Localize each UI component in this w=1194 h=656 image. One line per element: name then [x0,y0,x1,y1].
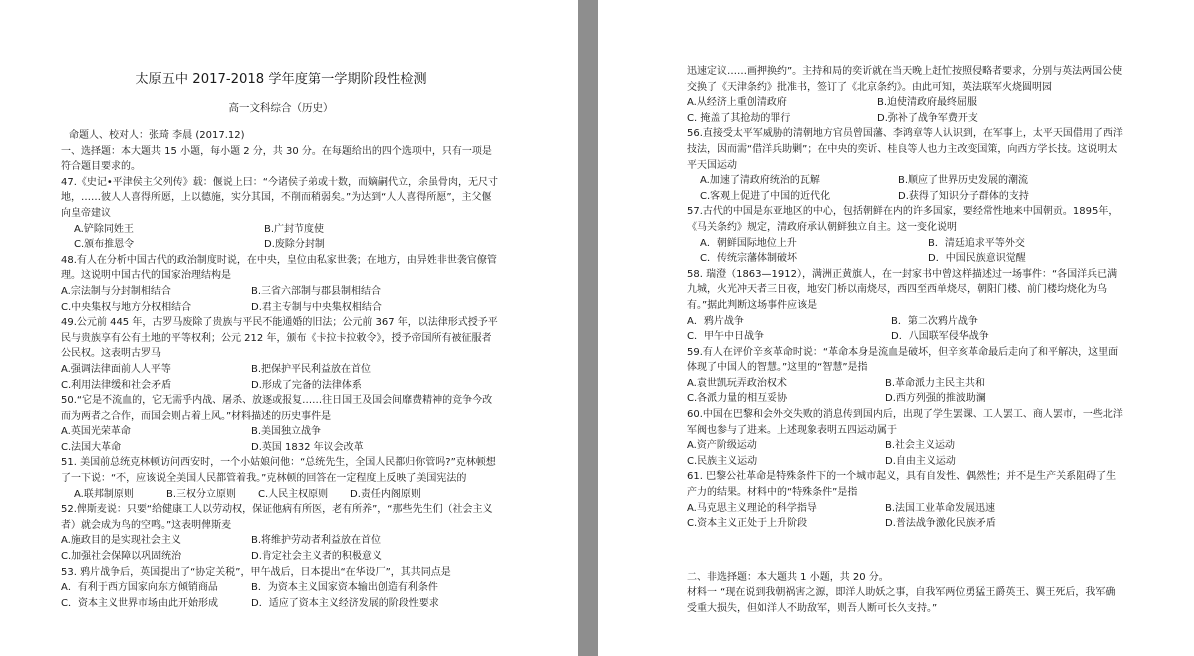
option: B.广封节度使 [264,223,325,235]
option: B.三权分立原则 [166,488,237,500]
question-stem: 48.有人在分析中国古代的政治制度时说，在中央，皇位由私家世袭；在地方，由异姓非世袭官僚管理。这说明中国古代的国家治理结构是 [61,254,497,282]
option: D.责任内阁原则 [350,488,421,500]
question-stem: 59.有人在评价辛亥革命时说：“革命本身是流血是破坏，但辛亥革命最后走向了和平解决，这里面体现了中国人的智慧。”这里的“智慧”是指 [687,346,1119,374]
question-options [61,222,501,253]
option: A.强调法律面前人人平等 [61,363,171,375]
option: C．资本主义世界市场由此开始形成 [61,597,218,609]
question-stem: 56.直接受太平军威胁的清朝地方官员曾国藩、李鸿章等人认识到，在军事上，太平天国借用了西洋技法，因而需“借洋兵助剿”；在中央的奕䜣、桂良等人也力主改变国策，向西方学长技。这说明太平天国运动 [687,128,1123,171]
page-content [61,70,501,611]
question-stem: 60.中国在巴黎和会外交失败的消息传到国内后，出现了学生罢课、工人罢工、商人罢市，一些北洋军阀也参与了进来。上述现象表明五四运动属于 [687,409,1123,436]
question-stem: 58. 瑞澄（1863—1912），满洲正黄旗人，在一封家书中曾这样描述过一场事件：“各国洋兵已满九城，火光冲天者三日夜，地安门桥以南烧尽，西四至西单烧尽，朝阳门楼、前门楼均烧化为乌有。”据此判断这场事件应该是 [687,268,1118,311]
option: A.英国光荣革命 [61,426,131,438]
option: A.马克思主义理论的科学指导 [687,502,817,514]
option: B.把保护平民利益放在首位 [251,363,372,375]
option: C.人民主权原则 [258,488,329,500]
option: C.各派力量的相互妥协 [687,393,788,405]
question-options [687,376,1125,407]
option: B．为资本主义国家资本输出创造有利条件 [251,582,438,594]
exam-title: 太原五中 2017-2018 学年度第一学期阶段性检测 [135,72,427,87]
option: D.肯定社会主义者的积极意义 [251,551,382,563]
question-options [687,438,1125,469]
question-stem: 50.“它是不流血的，它无需乎内战、屠杀、放逐或报复……往日国王及国会间靡费精神的竞争今改而为两者之合作，而国会则占着上风。”材料描述的历史事件是 [61,395,493,422]
option: A.从经济上重创清政府 [687,97,787,109]
option: C.民族主义运动 [687,455,758,467]
option: D.普法战争激化民族矛盾 [885,518,996,530]
option: A.联邦制原则 [74,488,134,500]
option: A.铲除同姓王 [74,223,134,235]
option: B.三省六部制与郡县制相结合 [251,285,382,297]
question-stem: 61. 巴黎公社革命是特殊条件下的一个城市起义，具有自发性、偶然性；并不是生产关系阻碍了生产力的结果。材料中的“特殊条件”是指 [687,471,1117,499]
question-stem: 47.《史记•平津侯主父列传》载：偃说上曰：“今诸侯子弟或十数，而嫡嗣代立，余虽骨肉，无尺寸地，……彼人人喜得所愿，上以德施，实分其国，不削而稍弱矣。”为达到“人人喜得所愿”，主父偃向皇帝建议 [61,176,498,219]
option: C.中央集权与地方分权相结合 [61,301,192,313]
page-gap [578,0,598,656]
option: A.施政目的是实现社会主义 [61,535,181,547]
option: A．有利于西方国家向东方倾销商品 [61,582,218,594]
option: A．朝鲜国际地位上升 [700,237,797,249]
question-options [687,173,1125,204]
option: D.西方列强的推波助澜 [885,393,986,405]
question-stem: 51. 美国前总统克林顿访问西安时，一个小姑娘问他：“总统先生，全国人民都归你管吗?”克林顿想了一下说：“不，应该说全美国人民都管着我。”克林顿的回答在一定程度上反映了美国宪法的 [61,457,496,485]
option: D.自由主义运动 [885,455,956,467]
option: B.革命派力主民主共和 [885,377,986,389]
question-options [687,314,1125,345]
option: B.社会主义运动 [885,440,956,452]
option: D.废除分封制 [264,239,325,251]
section-heading: 二、非选择题：本大题共 1 小题，共 20 分。 [687,571,889,583]
option: D.获得了知识分子群体的支持 [898,190,1029,202]
material-text: 材料一 “现在说到我朝祸害之源，即洋人助妖之事，自我军两位勇猛王爵英王、翼王死后，我军确受重大损失，但如洋人不助敌军，则吾人断可长久支持。” [687,587,1116,614]
option: B．第二次鸦片战争 [891,315,978,327]
option: C．传统宗藩体制破坏 [700,253,797,265]
page-content [687,64,1125,617]
option: A.宗法制与分封制相结合 [61,285,171,297]
option: C.利用法律缓和社会矛盾 [61,379,172,391]
question-stem: 57.古代的中国是东亚地区的中心，包括朝鲜在内的许多国家，要经常性地来中国朝贡。1895年，《马关条约》规定，清政府承认朝鲜独立自主。这一变化说明 [687,206,1119,233]
option: C.资本主义正处于上升阶段 [687,518,808,530]
question-stem: 49.公元前 445 年，古罗马废除了贵族与平民不能通婚的旧法；公元前 367 年，以法律形式授予平民与贵族享有公有土地的平等权利；公元 212 年，颁布《卡拉卡拉敕令》，授予帝国所有被征服者公民权。这表明古罗马 [61,317,498,360]
question-options [61,284,501,315]
exam-meta: 命题人、校对人：张琦 李晨 (2017.12) [69,130,245,141]
question-options [61,362,501,393]
option: C. 掩盖了其抢劫的罪行 [687,112,791,124]
option: C.加强社会保障以巩固统治 [61,551,182,563]
option: B.顺应了世界历史发展的潮流 [898,175,1029,187]
option: C．甲午中日战争 [687,331,764,343]
document-page-right [598,0,1194,656]
option: D．适应了资本主义经济发展的阶段性要求 [251,597,439,609]
option: D．中国民族意识觉醒 [928,253,1026,265]
option: B.法国工业革命发展迅速 [885,502,996,514]
option: D.弥补了战争军费开支 [877,112,978,124]
option: A．鸦片战争 [687,315,744,327]
question-stem: 52.俾斯麦说：只要“给健康工人以劳动权，保证他病有所医，老有所养”，“那些先生们（社会主义者）就会成为鸟的空鸣。”这表明俾斯麦 [61,504,493,531]
option: A.资产阶级运动 [687,440,757,452]
question-stem-continued: 迅速定议……画押换约”。主持和局的奕䜣就在当天晚上赶忙按照侵略者要求，分别与英法两国公使交换了《天津条约》批准书，签订了《北京条约》。由此可知，英法联军火烧圆明园 [687,66,1123,93]
option: C.法国大革命 [61,441,122,453]
question-options [61,580,501,611]
question-options [61,487,501,503]
question-options [61,533,501,564]
document-page-left [0,0,578,656]
option: D.形成了完备的法律体系 [251,379,362,391]
option: C.客观上促进了中国的近代化 [700,190,831,202]
option: A.加速了清政府统治的瓦解 [700,175,820,187]
section-heading: 一、选择题：本大题共 15 小题，每小题 2 分，共 30 分。在每题给出的四个选项中，只有一项是符合题目要求的。 [61,145,492,173]
option: D.英国 1832 年议会改革 [251,441,364,453]
exam-subtitle: 高一文科综合（历史） [228,102,334,114]
option: D．八国联军侵华战争 [891,331,989,343]
question-options [687,95,1125,126]
option: B.美国独立战争 [251,426,322,438]
question-options [61,424,501,455]
option: C.颁布推恩令 [74,239,135,251]
option: A.袁世凯玩弄政治权术 [687,377,787,389]
option: B.将维护劳动者利益放在首位 [251,535,382,547]
option: B．清廷追求平等外交 [928,237,1025,249]
question-options [687,236,1125,267]
option: B.迫使清政府最终屈服 [877,97,978,109]
option: D.君主专制与中央集权相结合 [251,301,382,313]
question-options [687,501,1125,532]
question-stem: 53. 鸦片战争后，英国提出了“协定关税”，甲午战后，日本提出“在华设厂”，其共同点是 [61,566,451,578]
